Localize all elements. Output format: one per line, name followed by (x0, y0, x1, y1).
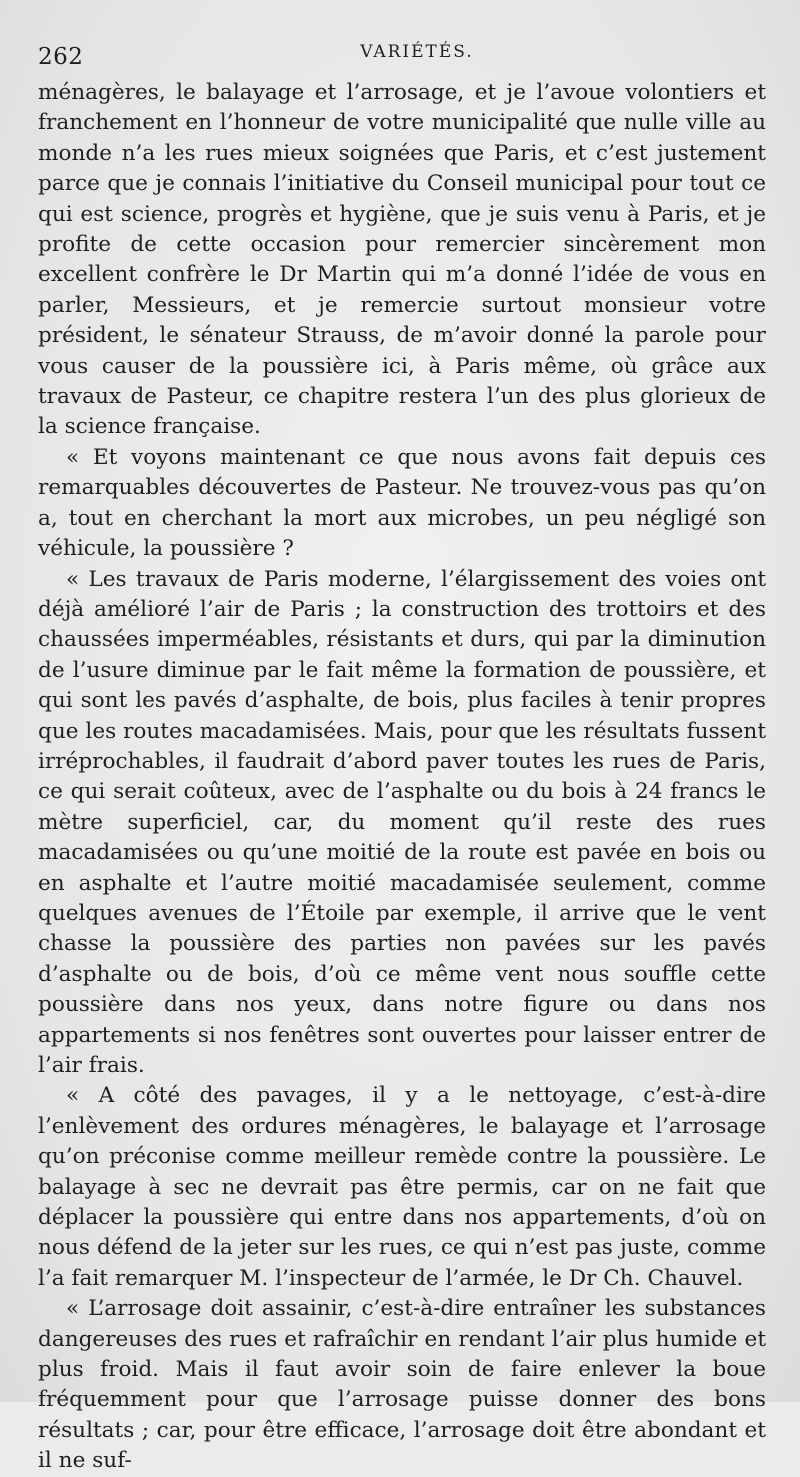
page-number: 262 (38, 44, 84, 70)
paragraph: « Et voyons maintenant ce que nous avons fait depuis ces remarquables découvertes de Pasteur. Ne trouvez-vous pas qu’on a, tout en cherchant la mort aux microbes, un peu négligé son véhicule, la poussière ? (38, 444, 766, 562)
paragraph: « Les travaux de Paris moderne, l’élargissement des voies ont déjà amélioré l’air de Paris ; la construction des trottoirs et des chaussées imperméables, résistants et durs, qui par la diminution de l’usure diminue par le fait même la formation de poussière, et qui sont les pavés d’asphalte, de bois, plus faciles à tenir propres que les routes macadamisées. Mais, pour que les résultats fussent irréprochables, il faudrait d’abord paver toutes les rues de Paris, ce qui serait coûteux, avec de l’asphalte ou du bois à 24 francs le mètre superficiel, car, du moment qu’il reste des rues macadamisées ou qu’une moitié de la route est pavée en bois ou en asphalte et l’autre moitié macadamisée seulement, comme quelques avenues de l’Étoile par exemple, il arrive que le vent chasse la poussière des parties non pavées sur les pavés d’asphalte ou de bois, d’où ce même vent nous souffle cette poussière dans nos yeux, dans notre figure ou dans nos appartements si nos fenêtres sont ouvertes pour laisser entrer de l’air frais. (38, 566, 766, 1078)
paragraph: « A côté des pavages, il y a le nettoyage, c’est-à-dire l’enlèvement des ordures ménagères, le balayage et l’arrosage qu’on préconise comme meilleur remède contre la poussière. Le balayage à sec ne devrait pas être permis, car on ne fait que déplacer la poussière qui entre dans nos appartements, d’où on nous défend de la jeter sur les rues, ce qui n’est pas juste, comme l’a fait remarquer M. l’inspecteur de l’armée, le Dr Ch. Chauvel. (38, 1083, 766, 1291)
page-header (38, 38, 766, 74)
running-title: VARIÉTÉS. (360, 42, 474, 62)
paragraph: ménagères, le balayage et l’arrosage, et je l’avoue volontiers et franchement en l’honneur de votre municipalité que nulle ville au monde n’a les rues mieux soignées que Paris, et c’est justement parce que je connais l’initiative du Conseil municipal pour tout ce qui est science, progrès et hygiène, que je suis venu à Paris, et je profite de cette occasion pour remercier sincèrement mon excellent confrère le Dr Martin qui m’a donné l’idée de vous en parler, Messieurs, et je remercie surtout monsieur votre président, le sénateur Strauss, de m’avoir donné la parole pour vous causer de la poussière ici, à Paris même, où grâce aux travaux de Pasteur, ce chapitre restera l’un des plus glorieux de la science française. (38, 80, 766, 440)
body-text (38, 78, 766, 1477)
paragraph: « L’arrosage doit assainir, c’est-à-dire entraîner les substances dangereuses des rues et rafraîchir en rendant l’air plus humide et plus froid. Mais il faut avoir soin de faire enlever la boue fréquemment pour que l’arrosage puisse donner des bons résultats ; car, pour être efficace, l’arrosage doit être abondant et il ne suf- (38, 1296, 766, 1474)
